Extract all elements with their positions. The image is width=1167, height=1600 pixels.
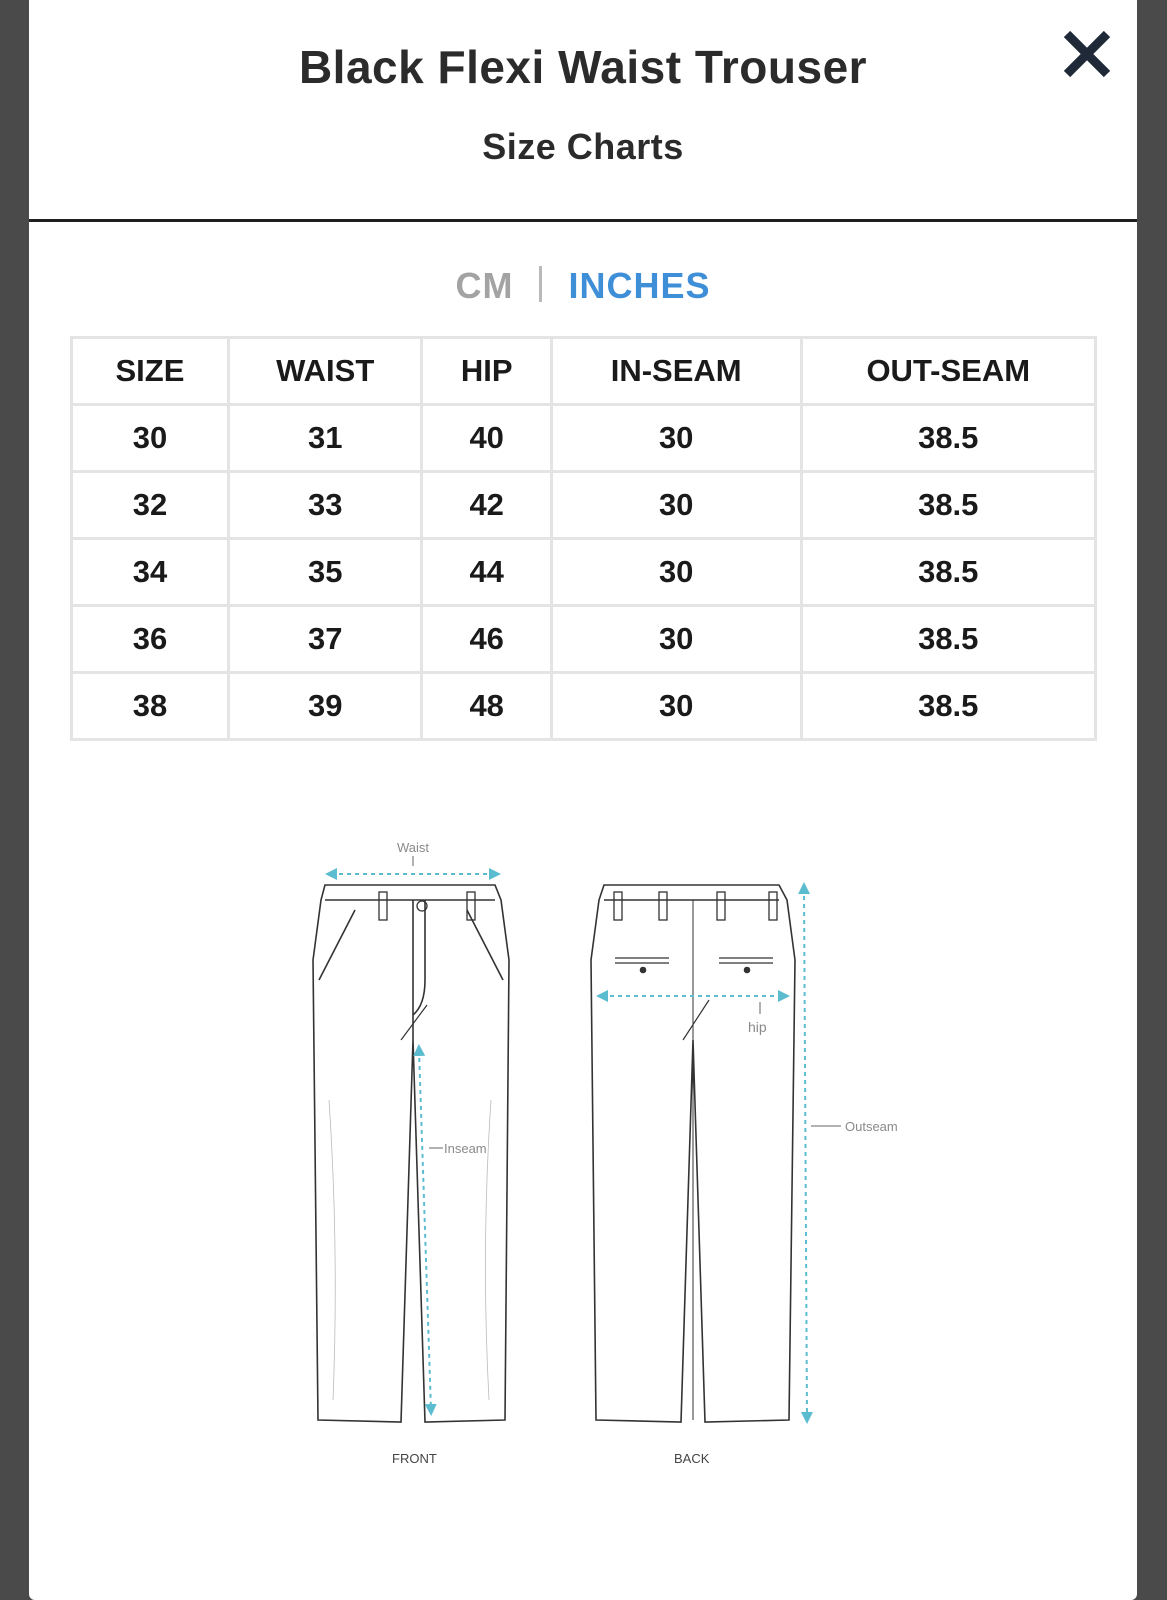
cell-size: 36 (72, 606, 229, 673)
cell-hip: 46 (422, 606, 551, 673)
product-title: Black Flexi Waist Trouser (298, 41, 868, 93)
cell-inseam: 30 (551, 539, 801, 606)
size-table (70, 336, 1097, 741)
unit-cm-button[interactable]: CM (455, 265, 514, 306)
header-outseam: OUT-SEAM (801, 338, 1096, 405)
header-inseam: IN-SEAM (551, 338, 801, 405)
waist-label: Waist (397, 840, 430, 855)
cell-inseam: 30 (551, 606, 801, 673)
cell-outseam: 38.5 (801, 539, 1096, 606)
table-row (72, 606, 1096, 673)
cell-size: 32 (72, 472, 229, 539)
cell-outseam: 38.5 (801, 673, 1096, 740)
table-row (72, 472, 1096, 539)
back-caption: BACK (674, 1451, 710, 1466)
cell-waist: 39 (228, 673, 422, 740)
unit-inches-button[interactable]: INCHES (568, 265, 711, 306)
cell-outseam: 38.5 (801, 405, 1096, 472)
back-trouser-drawing (591, 885, 795, 1422)
measurement-guides (331, 874, 807, 1418)
close-icon[interactable] (1057, 24, 1117, 84)
cell-outseam: 38.5 (801, 472, 1096, 539)
table-row (72, 673, 1096, 740)
cell-outseam: 38.5 (801, 606, 1096, 673)
header-size: SIZE (72, 338, 229, 405)
cell-size: 30 (72, 405, 229, 472)
cell-inseam: 30 (551, 472, 801, 539)
cell-size: 34 (72, 539, 229, 606)
table-row (72, 539, 1096, 606)
cell-inseam: 30 (551, 673, 801, 740)
hip-label: hip (748, 1019, 767, 1035)
header-waist: WAIST (228, 338, 422, 405)
unit-divider (539, 266, 542, 302)
size-chart-modal (29, 0, 1137, 1600)
front-caption: FRONT (392, 1451, 437, 1466)
cell-inseam: 30 (551, 405, 801, 472)
cell-hip: 44 (422, 539, 551, 606)
inseam-label: Inseam (444, 1141, 487, 1156)
cell-waist: 35 (228, 539, 422, 606)
size-charts-heading: Size Charts (482, 126, 684, 167)
table-row (72, 405, 1096, 472)
measurement-diagram (29, 800, 1137, 1520)
cell-hip: 42 (422, 472, 551, 539)
cell-waist: 33 (228, 472, 422, 539)
header-hip: HIP (422, 338, 551, 405)
cell-waist: 37 (228, 606, 422, 673)
cell-hip: 40 (422, 405, 551, 472)
modal-header (29, 0, 1137, 222)
cell-waist: 31 (228, 405, 422, 472)
outseam-label: Outseam (845, 1119, 898, 1134)
unit-toggle (29, 265, 1137, 307)
cell-hip: 48 (422, 673, 551, 740)
cell-size: 38 (72, 673, 229, 740)
table-header-row (72, 338, 1096, 405)
